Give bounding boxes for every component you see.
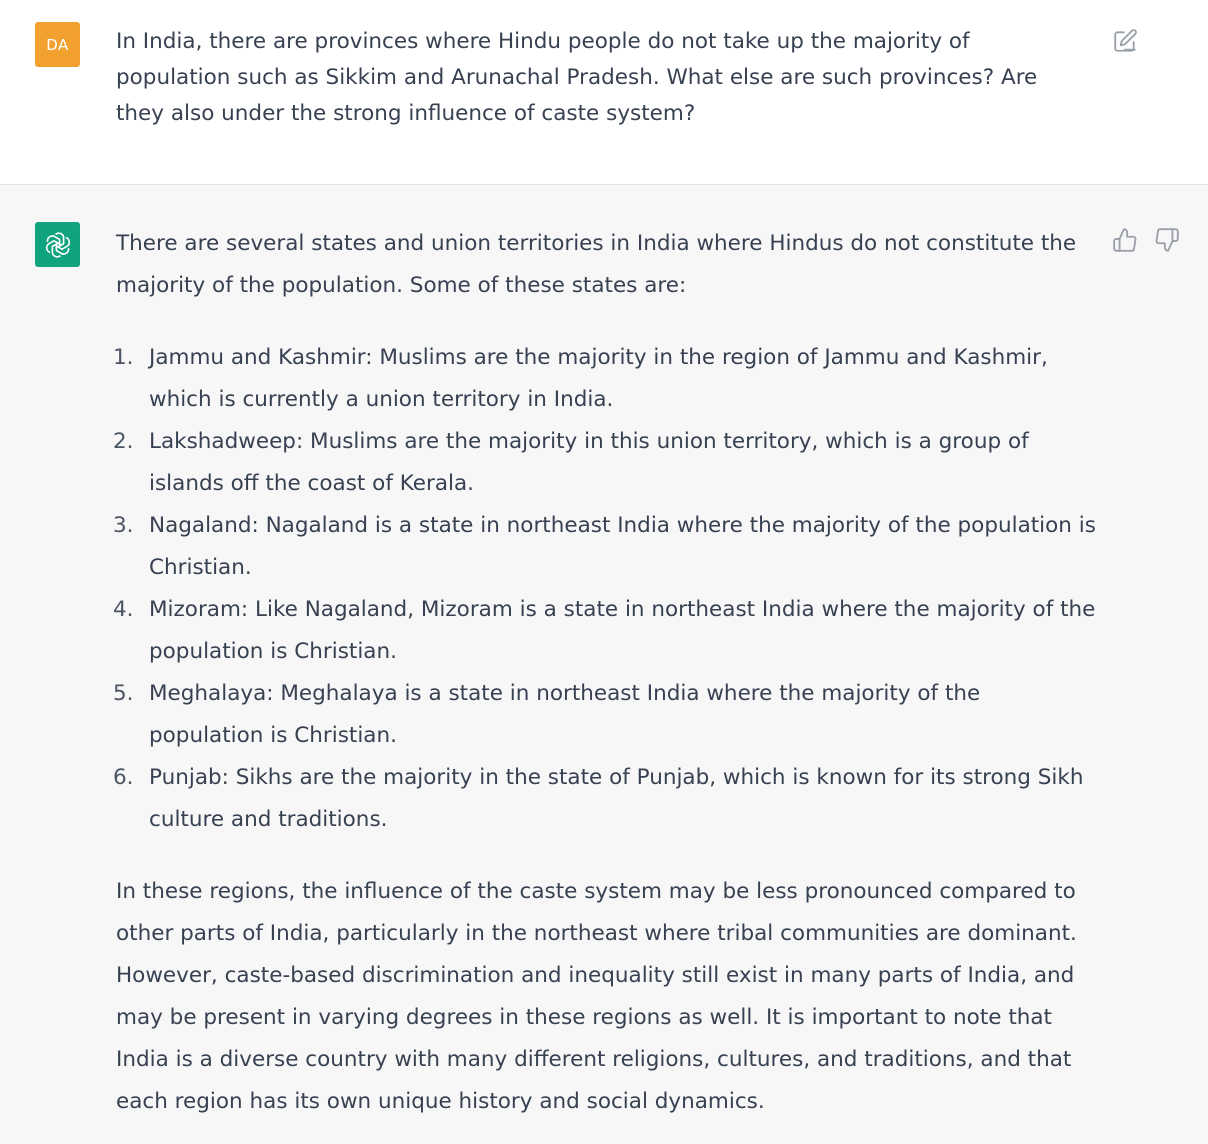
list-item-text: Punjab: Sikhs are the majority in the state of Punjab, which is known for its strong Sikh culture and traditions.	[149, 765, 1084, 832]
edit-icon[interactable]	[1112, 28, 1138, 54]
user-message-block	[0, 0, 1208, 185]
list-number: 5.	[113, 681, 134, 706]
assistant-intro: There are several states and union territories in India where Hindus do not constitute the majority of the population. Some of these states are:	[116, 231, 1077, 298]
list-item-text: Mizoram: Like Nagaland, Mizoram is a state in northeast India where the majority of the population is Christian.	[149, 597, 1096, 664]
list-item-text: Jammu and Kashmir: Muslims are the majority in the region of Jammu and Kashmir, which is currently a union territory in India.	[149, 345, 1048, 412]
list-number: 1.	[113, 345, 134, 370]
list-item-text: Meghalaya: Meghalaya is a state in northeast India where the majority of the population is Christian.	[149, 681, 981, 748]
list-number: 4.	[113, 597, 134, 622]
assistant-message-content	[113, 223, 1101, 1123]
thumbs-up-icon[interactable]	[1112, 227, 1138, 253]
list-item	[113, 337, 1101, 421]
list-item	[113, 421, 1101, 505]
list-number: 6.	[113, 765, 134, 790]
list-number: 2.	[113, 429, 134, 454]
list-number: 3.	[113, 513, 134, 538]
list-item	[113, 505, 1101, 589]
list-item	[113, 673, 1101, 757]
user-avatar: DA	[35, 22, 80, 67]
openai-logo-icon	[35, 222, 80, 267]
list-item	[113, 757, 1101, 841]
list-item-text: Nagaland: Nagaland is a state in northeast India where the majority of the population is Christian.	[149, 513, 1096, 580]
list-item-text: Lakshadweep: Muslims are the majority in this union territory, which is a group of islands off the coast of Kerala.	[149, 429, 1029, 496]
assistant-message-block	[0, 185, 1208, 1144]
user-message-text: In India, there are provinces where Hindu people do not take up the majority of population such as Sikkim and Arunachal Pradesh. What else are such provinces? Are they also under the strong influence of caste system?	[116, 29, 1038, 126]
list-item	[113, 589, 1101, 673]
thumbs-down-icon[interactable]	[1154, 227, 1180, 253]
states-list	[113, 337, 1101, 841]
assistant-conclusion: In these regions, the influence of the caste system may be less pronounced compared to other parts of India, particularly in the northeast where tribal communities are dominant. However, caste-based discrimination and inequality still exist in many parts of India, and may be present in varying degrees in these regions as well. It is important to note that India is a diverse country with many different religions, cultures, and traditions, and that each region has its own unique history and social dynamics.	[116, 879, 1077, 1114]
